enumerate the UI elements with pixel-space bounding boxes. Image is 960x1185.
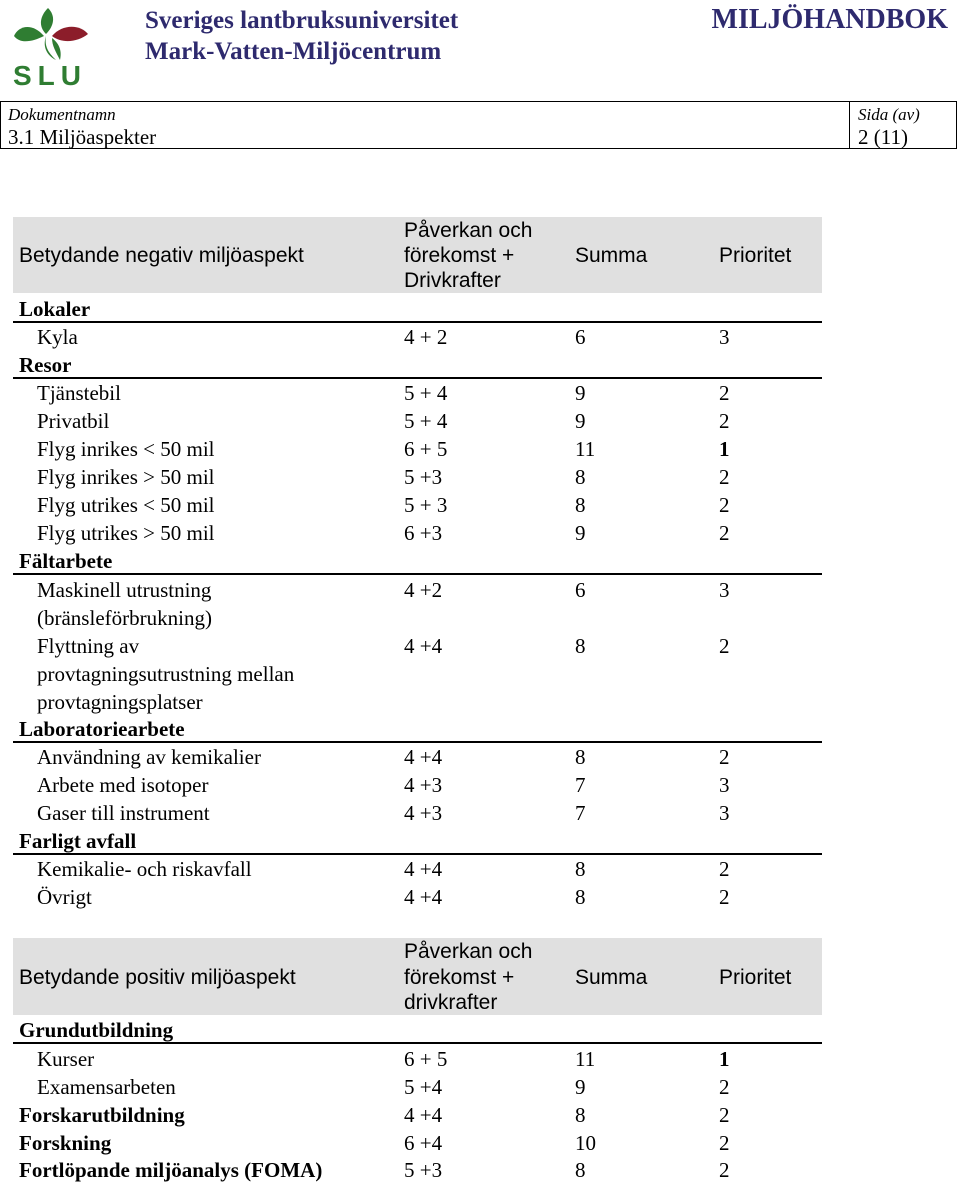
document-info-box	[0, 101, 957, 149]
page-value: 2 (11)	[858, 125, 908, 149]
row-label: Flyttning av	[37, 634, 140, 658]
row-impact: 4 +3	[404, 773, 443, 797]
row-impact: 5 +3	[404, 1158, 443, 1182]
pos-col-impact-3: drivkrafter	[404, 991, 498, 1014]
row-impact: 5 +3	[404, 465, 443, 489]
row-sum: 8	[575, 1103, 586, 1127]
row-sum: 10	[575, 1131, 596, 1155]
row-sum: 9	[575, 1075, 586, 1099]
group-resor: Resor	[19, 353, 72, 377]
row-label: Flyg utrikes < 50 mil	[37, 493, 215, 517]
row-label: Flyg inrikes < 50 mil	[37, 437, 215, 461]
row-sum: 8	[575, 634, 586, 658]
neg-col-aspect: Betydande negativ miljöaspekt	[19, 244, 304, 267]
row-label: Användning av kemikalier	[37, 745, 261, 769]
row-sum: 7	[575, 801, 586, 825]
row-priority: 2	[719, 885, 730, 909]
row-sum: 9	[575, 381, 586, 405]
row-priority: 2	[719, 493, 730, 517]
row-priority: 2	[719, 745, 730, 769]
row-impact: 5 + 3	[404, 493, 448, 517]
divider	[849, 102, 850, 148]
pos-col-impact-2: förekomst +	[404, 966, 515, 989]
row-sum: 8	[575, 493, 586, 517]
logo-text: SLU	[13, 60, 87, 91]
group-grundutbildning: Grundutbildning	[19, 1018, 174, 1042]
row-impact: 4 +3	[404, 801, 443, 825]
row-label: Maskinell utrustning	[37, 578, 212, 602]
row-label-cont: provtagningsutrustning mellan	[37, 662, 295, 686]
row-label: Tjänstebil	[37, 381, 121, 405]
row-impact: 5 +4	[404, 1075, 443, 1099]
row-impact: 5 + 4	[404, 409, 448, 433]
row-label: Arbete med isotoper	[37, 773, 209, 797]
pos-col-impact-1: Påverkan och	[404, 940, 533, 963]
row-priority: 1	[719, 437, 730, 461]
row-priority: 2	[719, 1103, 730, 1127]
row-sum: 6	[575, 578, 586, 602]
row-priority: 2	[719, 1131, 730, 1155]
row-label: Forskning	[19, 1131, 112, 1155]
group-rule	[13, 573, 822, 575]
row-priority: 2	[719, 634, 730, 658]
row-sum: 6	[575, 325, 586, 349]
neg-col-priority: Prioritet	[719, 244, 792, 267]
row-label-cont: provtagningsplatser	[37, 690, 203, 714]
row-priority: 2	[719, 1158, 730, 1182]
row-sum: 8	[575, 465, 586, 489]
group-lab: Laboratoriearbete	[19, 717, 185, 741]
row-label: Flyg utrikes > 50 mil	[37, 521, 215, 545]
row-impact: 4 +4	[404, 634, 443, 658]
row-sum: 9	[575, 409, 586, 433]
pos-col-priority: Prioritet	[719, 966, 792, 989]
row-label: Examensarbeten	[37, 1075, 176, 1099]
row-impact: 4 + 2	[404, 325, 448, 349]
row-impact: 6 +3	[404, 521, 443, 545]
row-impact: 6 + 5	[404, 1047, 448, 1071]
row-priority: 2	[719, 857, 730, 881]
row-impact: 4 +4	[404, 885, 443, 909]
group-lokaler: Lokaler	[19, 297, 91, 321]
row-sum: 8	[575, 885, 586, 909]
doc-name-value: 3.1 Miljöaspekter	[8, 125, 157, 149]
row-priority: 2	[719, 1075, 730, 1099]
group-faltarbete: Fältarbete	[19, 549, 113, 573]
pos-col-aspect: Betydande positiv miljöaspekt	[19, 966, 296, 989]
row-label: Fortlöpande miljöanalys (FOMA)	[19, 1158, 323, 1182]
row-label-cont: (bränsleförbrukning)	[37, 606, 212, 630]
row-label: Gaser till instrument	[37, 801, 210, 825]
row-priority: 2	[719, 521, 730, 545]
row-impact: 4 +4	[404, 857, 443, 881]
pos-col-sum: Summa	[575, 966, 648, 989]
row-label: Kurser	[37, 1047, 95, 1071]
row-label: Kemikalie- och riskavfall	[37, 857, 252, 881]
page-label: Sida (av)	[858, 105, 920, 124]
row-sum: 8	[575, 857, 586, 881]
row-priority: 3	[719, 578, 730, 602]
row-label: Övrigt	[37, 885, 92, 909]
group-avfall: Farligt avfall	[19, 829, 137, 853]
handbook-title: MILJÖHANDBOK	[711, 4, 948, 35]
neg-col-impact-2: förekomst +	[404, 244, 515, 267]
row-priority: 1	[719, 1047, 730, 1071]
row-impact: 4 +2	[404, 578, 443, 602]
neg-col-impact-1: Påverkan och	[404, 219, 533, 242]
doc-name-label: Dokumentnamn	[8, 105, 116, 124]
org-unit: Mark-Vatten-Miljöcentrum	[145, 38, 442, 65]
row-label: Kyla	[37, 325, 78, 349]
row-sum: 9	[575, 521, 586, 545]
row-impact: 4 +4	[404, 1103, 443, 1127]
neg-col-sum: Summa	[575, 244, 648, 267]
row-sum: 11	[575, 437, 596, 461]
group-rule	[13, 1042, 822, 1044]
row-sum: 11	[575, 1047, 596, 1071]
row-impact: 5 + 4	[404, 381, 448, 405]
row-sum: 8	[575, 1158, 586, 1182]
row-priority: 2	[719, 381, 730, 405]
row-priority: 3	[719, 325, 730, 349]
org-name: Sveriges lantbruksuniversitet	[145, 7, 459, 34]
row-priority: 3	[719, 801, 730, 825]
row-priority: 2	[719, 465, 730, 489]
row-label: Flyg inrikes > 50 mil	[37, 465, 215, 489]
row-label: Forskarutbildning	[19, 1103, 185, 1127]
slu-logo	[4, 2, 96, 94]
neg-col-impact-3: Drivkrafter	[404, 269, 501, 292]
row-impact: 4 +4	[404, 745, 443, 769]
row-sum: 8	[575, 745, 586, 769]
row-priority: 2	[719, 409, 730, 433]
row-label: Privatbil	[37, 409, 110, 433]
row-sum: 7	[575, 773, 586, 797]
row-priority: 3	[719, 773, 730, 797]
row-impact: 6 +4	[404, 1131, 443, 1155]
row-impact: 6 + 5	[404, 437, 448, 461]
